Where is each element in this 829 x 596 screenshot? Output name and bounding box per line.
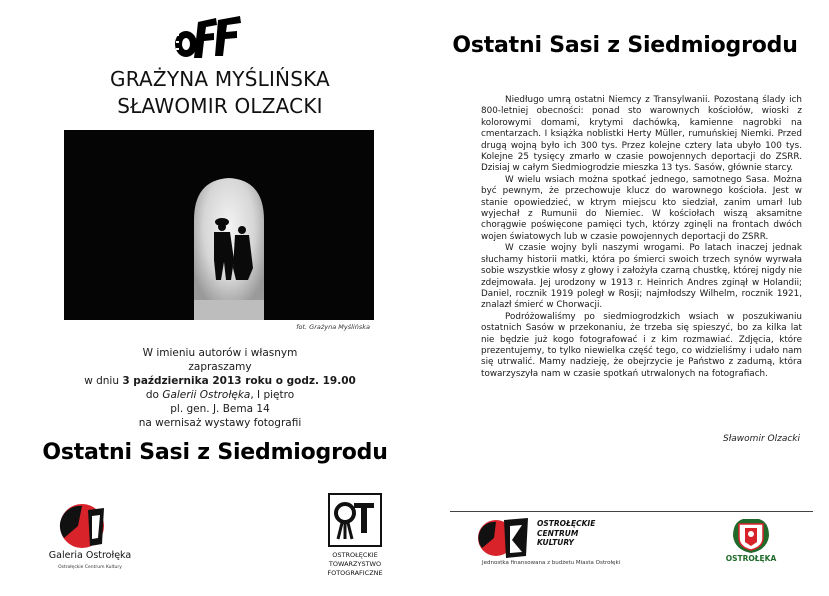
- invite-line-4: [60, 388, 380, 402]
- invite-line-3: [60, 374, 380, 388]
- ostroleka-crest-icon: [731, 516, 771, 554]
- article-body: [481, 95, 802, 380]
- occ-line-2: CENTRUM: [537, 528, 579, 538]
- exhibition-photo: [64, 130, 374, 320]
- exhibition-title: Ostatni Sasi z Siedmiogrodu: [42, 440, 388, 465]
- invite-floor: , I piętro: [250, 389, 295, 401]
- author-1: GRAŻYNA MYŚLIŃSKA: [110, 67, 330, 91]
- article-paragraph-1: Niedługo umrą ostatni Niemcy z Transylwanii. Pozostaną ślady ich 800-letniej obecności: ponad sto warownych kościołów, wioski z kolorowymi domami, krytymi dachówką, kamienne nagrobki na cmentarzach. I książka noblistki Herty Müller, rumuńskiej Niemki. Przed drugą wojną było ich 300 tys. Przez kolejne cztery lata ubyło 100 tys. Kolejne 25 tysięcy zmarło w czasie powojennych deportacji do ZSRR. Dzisiaj w całym Siedmiogrodzie mieszka 13 tys. Sasów, głównie starcy.: [481, 95, 802, 174]
- invite-venue: Galerii Ostrołęka: [162, 389, 251, 401]
- off-logo-icon: [172, 14, 244, 60]
- footer-divider: [450, 511, 813, 512]
- invite-line-1: W imieniu autorów i własnym: [142, 347, 298, 359]
- otf-logo-icon: [328, 493, 382, 547]
- author-2: SŁAWOMIR OLZACKI: [117, 94, 323, 118]
- invite-line-5: pl. gen. J. Bema 14: [170, 403, 270, 415]
- galeria-subtitle: Ostrołęckie Centrum Kultury: [58, 565, 122, 570]
- otf-line-1: OSTROŁĘCKIE: [332, 551, 378, 559]
- crest-name: OSTROŁĘKA: [725, 554, 777, 563]
- invite-venue-prefix: do: [145, 389, 163, 401]
- occ-line-3: KULTURY: [537, 538, 574, 547]
- occ-logo-icon: [476, 516, 532, 560]
- occ-line-1: OSTROŁĘCKIE: [537, 519, 596, 528]
- otf-line-3: FOTOGRAFICZNE: [327, 569, 383, 577]
- otf-name: [300, 551, 410, 578]
- occ-subtitle: Jednostka finansowana z budżetu Miasta Ostrołęki: [482, 560, 621, 566]
- invite-date-prefix: w dniu: [84, 375, 123, 387]
- article-title: Ostatni Sasi z Siedmiogrodu: [452, 33, 798, 58]
- invite-line-2: zapraszamy: [188, 361, 252, 373]
- article-signature: Sławomir Olzacki: [723, 434, 800, 444]
- article-paragraph-2: W wielu wsiach można spotkać jednego, samotnego Sasa. Można być pewnym, że przechowuje klucz do warownego kościoła. Jest w stanie opowiedzieć, w ktrym miejscu kto siedział, zanim umarł lub wyjechał z Rumunii do Niemiec. W kościołach wiszą aksamitne chorągwie poświęcone pamięci tych, którzy zginęli na frontach dwóch wojen światowych lub w czasie powojennych deportacji do ZSRR.: [481, 174, 802, 242]
- galeria-name: Galeria Ostrołęka: [48, 550, 132, 561]
- invitation-text: [60, 346, 380, 430]
- otf-line-2: TOWARZYSTWO: [328, 560, 382, 568]
- article-paragraph-3: W czasie wojny byli naszymi wrogami. Po latach inaczej jednak słuchamy historii matki, która po śmierci swoich trzech synów wyrwała sobie wszystkie włosy z głowy i założyła czarną chustkę, której nigdy nie zdejmowała. Jej urodzony w 1913 r. Heinrich Andres zginął w Holandii; Daniel, rocznik 1919 poległ w Rosji; najmłodszy Wilhelm, rocznik 1921, znalazł śmierć w Chorwacji.: [481, 243, 802, 311]
- invite-date: 3 października 2013 roku o godz. 19.00: [122, 375, 356, 387]
- article-paragraph-4: Podróżowaliśmy po siedmiogrodzkich wsiach w poszukiwaniu ostatnich Sasów w przekonaniu, że trzeba się spieszyć, bo za kilka lat nie będzie już kogo fotografować i z kim rozmawiać. Zdjęcia, które prezentujemy, to tylko niewielka część tego, co widzieliśmy i udało nam się utrwalić. Mamy nadzieję, że obejrzycie je Państwo z zadumą, która towarzyszyła nam w czasie spotkań utrwalonych na fotografiach.: [481, 311, 802, 379]
- invite-line-6: na wernisaż wystawy fotografii: [138, 417, 302, 429]
- authors-block: [60, 66, 380, 120]
- photo-credit: fot. Grażyna Myślińska: [296, 323, 370, 331]
- occ-name: [537, 519, 595, 548]
